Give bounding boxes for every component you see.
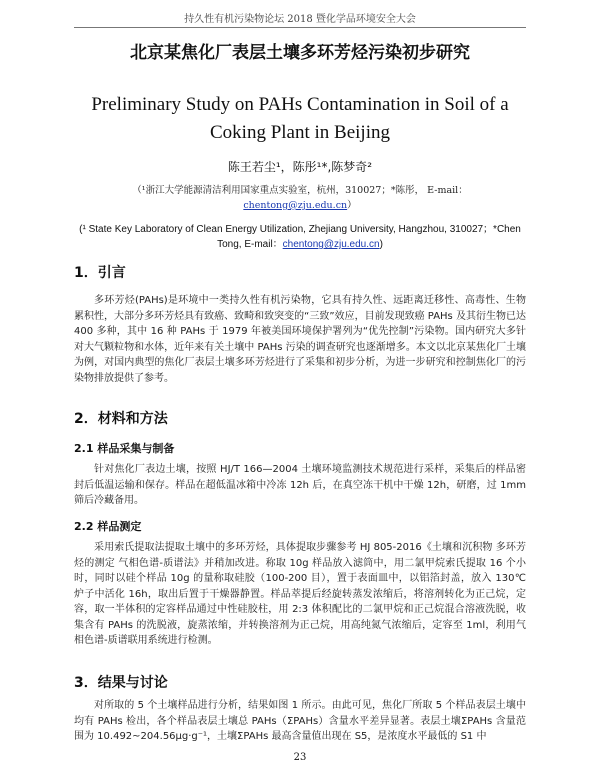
header-rule xyxy=(74,27,526,28)
section-3-paragraph: 对所取的 5 个土壤样品进行分析，结果如图 1 所示。由此可见，焦化厂所取 5 个样品表层土壤中均有 PAHs 检出，各个样品表层土壤总 PAHs（ΣPAHs）含量水平差异显著。表层土壤ΣPAHs 含量范围为 10.492~204.56μg·g⁻¹，土壤ΣPAHs 最高含量值出现在 S5，是浓度水平最低的 S1 中 xyxy=(74,700,526,742)
section-1-heading: 1．引言 xyxy=(74,265,126,281)
affiliation-english-line-1: (¹ State Key Laboratory of Clean Energy Utilization, Zhejiang University, Hangzhou, 310027；*Chen xyxy=(79,224,521,235)
affiliation-english-prefix: Tong, E-mail： xyxy=(217,239,283,250)
email-link-en[interactable]: chentong@zju.edu.cn xyxy=(282,239,380,250)
affiliation-chinese-email-line xyxy=(0,197,600,211)
page-number: 23 xyxy=(293,752,307,763)
title-chinese: 北京某焦化厂表层土壤多环芳烃污染初步研究 xyxy=(130,43,470,63)
affiliation-chinese: （¹浙江大学能源清洁利用国家重点实验室，杭州，310027；*陈彤， E-mail： xyxy=(132,185,468,196)
title-english-line-1: Preliminary Study on PAHs Contamination in Soil of a xyxy=(91,94,509,115)
title-english-line-2: Coking Plant in Beijing xyxy=(210,122,390,143)
email-cn-suffix: ） xyxy=(347,200,357,211)
section-1-paragraph: 多环芳烃(PAHs)是环境中一类持久性有机污染物，它具有持久性、远距离迁移性、高毒性、生物累积性，大部分多环芳烃具有致癌、致畸和致突变的“三致”效应，目前发现致癌 PAHs 及其衍生物已达 400 多种，其中 16 种 PAHs 于 1979 年被美国环境保护署列为“优先控制”污染物。国内研究大多针对大气颗粒物和水体，近年来有关土壤中 PAHs 污染的调查研究也逐渐增多。本文以北京某焦化厂土壤为例，对国内典型的焦化厂表层土壤多环芳烃进行了采集和初步分析，为进一步研究和控制焦化厂的污染物排放提供了参考。 xyxy=(74,295,526,384)
authors: 陈王若尘¹，陈彤¹*,陈梦奇² xyxy=(227,160,373,174)
email-link-cn[interactable]: chentong@zju.edu.cn xyxy=(243,200,348,211)
section-3-heading: 3．结果与讨论 xyxy=(74,675,168,691)
affiliation-english-suffix: ) xyxy=(379,239,383,250)
affiliation-english-line-2 xyxy=(0,235,600,250)
section-2-heading: 2．材料和方法 xyxy=(74,411,168,427)
section-2-1-heading: 2.1 样品采集与制备 xyxy=(74,442,175,455)
running-header: 持久性有机污染物论坛 2018 暨化学品环境安全大会 xyxy=(184,14,416,25)
section-2-2-paragraph: 采用索氏提取法提取土壤中的多环芳烃，具体提取步骤参考 HJ 805-2016《土壤和沉积物 多环芳烃的测定 气相色谱-质谱法》并稍加改进。称取 10g 样品放入滤筒中，用二氯甲烷索氏提取 16 个小时，同时以硅个样品 10g 的量称取硅胶（100-200 目），置于表面皿中，以铝箔封盖，放入 130℃ 炉子中活化 16h，取出后置于干燥器静置。样品萃提后经旋转蒸发浓缩后，将溶剂转化为正己烷，定容，取一半体积的定容样品通过中性硅胶柱，用 2:3 体积配比的二氯甲烷和正己烷混合溶液洗脱，收集含有 PAHs 的洗脱液，旋蒸浓缩，并转换溶剂为正己烷，用高纯氮气浓缩后，定容至 1ml，利用气相色谱-质谱联用系统进行检测。 xyxy=(74,542,526,646)
section-2-1-paragraph: 针对焦化厂表边土壤，按照 HJ/T 166—2004 土壤环境监测技术规范进行采样，采集后的样品密封后低温运输和保存。样品在超低温冰箱中冷冻 12h 后，在真空冻干机中干燥 12h，研磨，过 1mm 筛后冷藏备用。 xyxy=(74,464,526,506)
section-2-2-heading: 2.2 样品测定 xyxy=(74,520,142,533)
